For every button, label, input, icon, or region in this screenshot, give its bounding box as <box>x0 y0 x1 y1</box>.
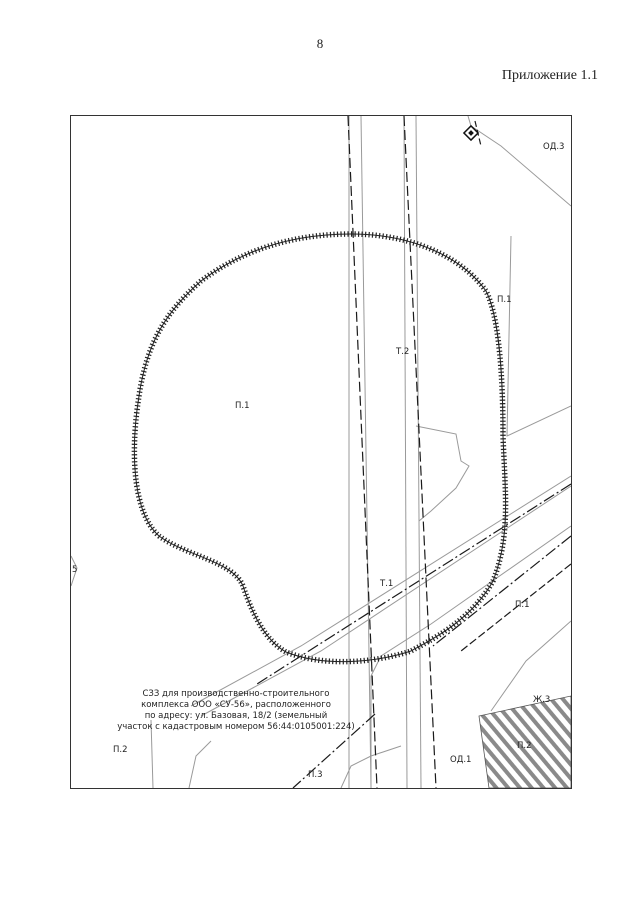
appendix-title: Приложение 1.1 <box>501 68 598 83</box>
zone-label-od3: ОД.3 <box>543 142 565 152</box>
planning-lines <box>257 116 571 788</box>
page-number: 8 <box>316 36 324 51</box>
zone-label-t1: Т.1 <box>380 579 394 589</box>
zone-label-p1-center: П.1 <box>235 401 250 411</box>
zone-label-t2: Т.2 <box>396 347 410 357</box>
map-drawing <box>71 116 571 788</box>
caption-line: по адресу: ул. Базовая, 18/2 (земельный <box>144 711 328 721</box>
caption-line: СЗЗ для производственно-строительного <box>142 689 330 699</box>
diamond-marker <box>464 126 478 140</box>
zone-caption <box>111 689 361 733</box>
zone-label-edge-5: 5 <box>72 565 78 575</box>
zone-label-p2-left: П.2 <box>113 745 128 755</box>
zone-label-p1-lower-right: П.1 <box>515 600 530 610</box>
zone-label-p1-top-right: П.1 <box>497 295 512 305</box>
caption-line: участок с кадастровым номером 56:44:0105001:224) <box>117 722 355 732</box>
parcel-boundaries <box>71 116 571 788</box>
zone-label-od1: ОД.1 <box>450 755 472 765</box>
map-frame <box>70 115 572 789</box>
zone-label-zh3: Ж.3 <box>533 695 551 705</box>
protection-zone-boundary <box>134 234 505 662</box>
zone-label-p3: П.3 <box>308 770 323 780</box>
caption-line: комплекса ООО «СУ-56», расположенного <box>141 700 331 710</box>
zone-label-p2-right: П.2 <box>517 741 532 751</box>
